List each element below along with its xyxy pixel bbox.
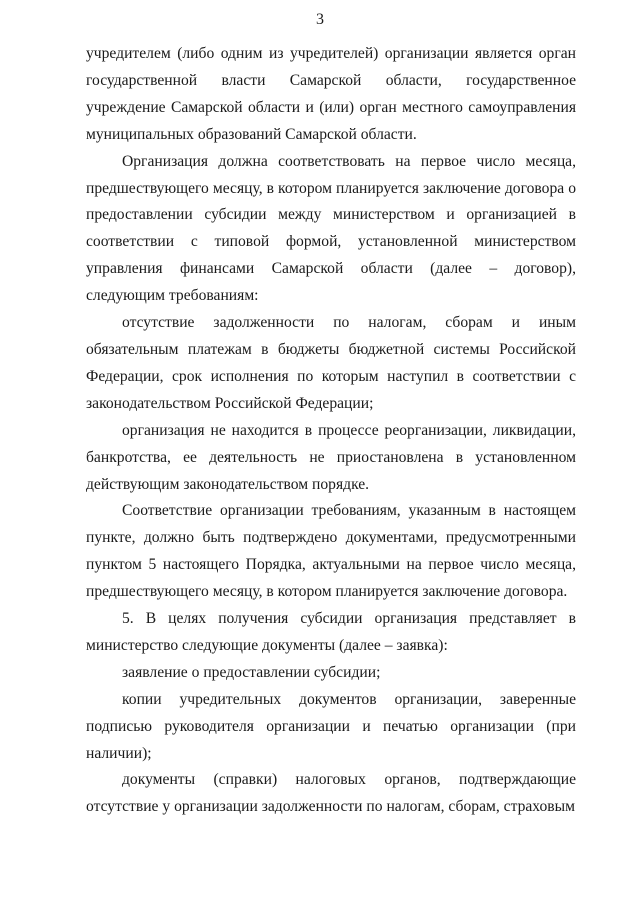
paragraph-tax-certificates: документы (справки) налоговых органов, подтверждающие отсутствие у организации задолженности по налогам, сборам, страховым <box>86 771 576 816</box>
paragraph-requirements-intro: Организация должна соответствовать на первое число месяца, предшествующего месяцу, в котором планируется заключение договора о предоставлении субсидии между министерством и организацией в соответствии с типовой формой, установленной министерством управления финансами Самарской области (далее – договор), следующим требованиям: <box>86 152 576 305</box>
paragraph-subsidy-statement: заявление о предоставлении субсидии; <box>122 663 381 681</box>
paragraph-item-5-application: 5. В целях получения субсидии организация представляет в министерство следующие документы (далее – заявка): <box>86 610 576 654</box>
paragraph-compliance-confirmation: Соответствие организации требованиям, указанным в настоящем пункте, должно быть подтверждено документами, предусмотренными пунктом 5 настоящего Порядка, актуальными на первое число месяца, предшествующего месяцу, в котором планируется заключение договора. <box>86 502 576 601</box>
paragraph-no-tax-debt: отсутствие задолженности по налогам, сборам и иным обязательным платежам в бюджеты бюджетной системы Российской Федерации, срок исполнения по которым наступил в соответствии с законодательством Российской Федерации; <box>86 314 576 412</box>
paragraph-not-in-liquidation: организация не находится в процессе реорганизации, ликвидации, банкротства, ее деятельность не приостановлена в установленном действующим законодательством порядке. <box>86 421 576 493</box>
paragraph-founder-continuation: учредителем (либо одним из учредителей) организации является орган государственной власти Самарской области, государственное учреждение Самарской области и (или) орган местного самоуправления муниципальных образований Самарской области. <box>86 45 576 143</box>
page-number: 3 <box>316 11 324 28</box>
document-body <box>86 41 576 821</box>
paragraph-founding-documents: копии учредительных документов организации, заверенные подписью руководителя организации и печатью организации (при наличии); <box>86 690 576 762</box>
